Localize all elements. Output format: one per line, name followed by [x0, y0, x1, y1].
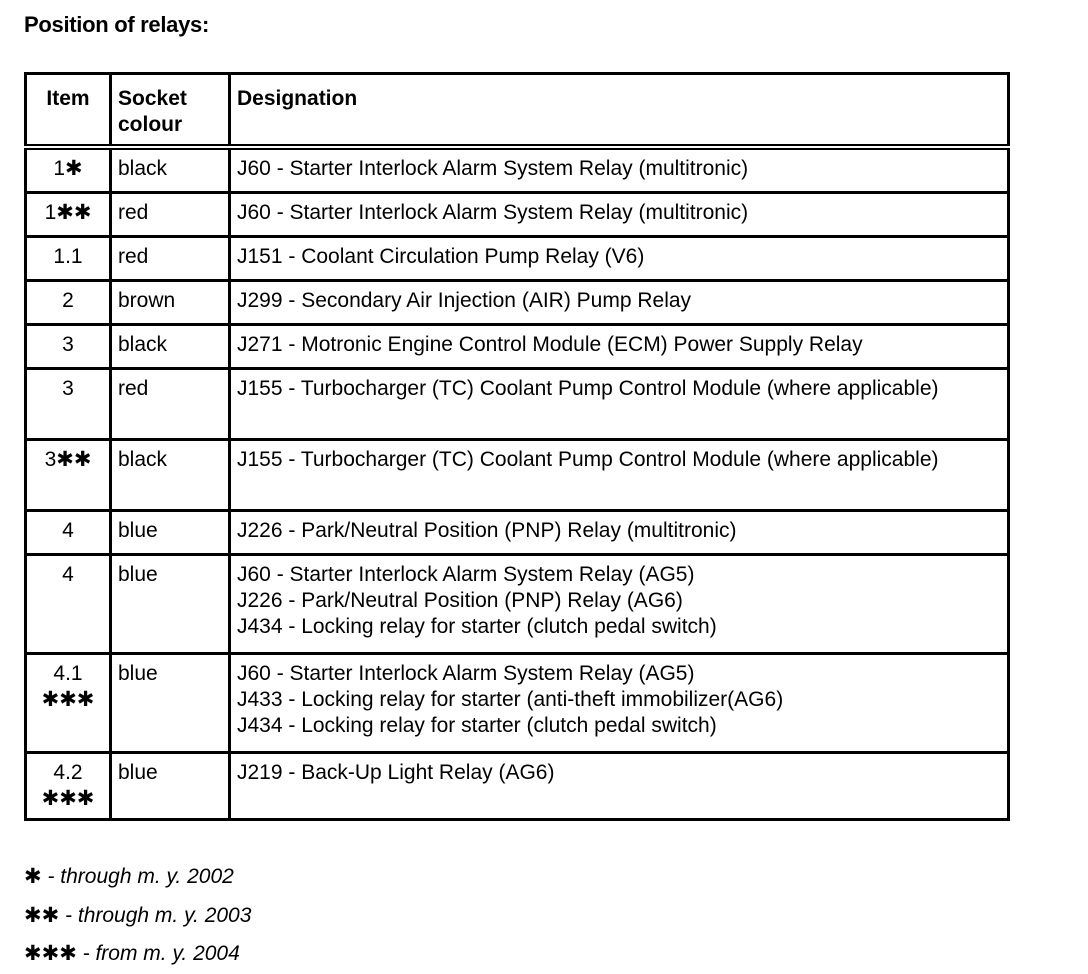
table-row	[26, 281, 1009, 325]
designation-line: J60 - Starter Interlock Alarm System Relay (AG5)	[237, 662, 695, 685]
footnote-text: - from m. y. 2004	[76, 942, 240, 965]
designation-cell: J226 - Park/Neutral Position (PNP) Relay (multitronic)	[230, 511, 1009, 555]
footnote-symbol: ✱	[24, 865, 42, 888]
header-designation: Designation	[230, 74, 1009, 148]
table-row	[26, 237, 1009, 281]
footnote-text: - through m. y. 2002	[41, 865, 234, 888]
footnote	[24, 935, 251, 974]
socket-colour-cell: black	[111, 440, 230, 511]
item-cell: 4	[26, 511, 111, 555]
footnote-symbol: ✱✱✱	[24, 942, 77, 965]
item-cell: 1✱	[26, 147, 111, 193]
table-header-row	[26, 74, 1009, 148]
table-row	[26, 654, 1009, 753]
designation-line: J226 - Park/Neutral Position (PNP) Relay (AG6)	[237, 589, 683, 612]
table-row	[26, 369, 1009, 440]
designation-cell: J60 - Starter Interlock Alarm System Relay (multitronic)	[230, 147, 1009, 193]
item-cell: 3	[26, 325, 111, 369]
designation-cell: J219 - Back-Up Light Relay (AG6)	[230, 753, 1009, 820]
designation-line: J433 - Locking relay for starter (anti-theft immobilizer(AG6)	[237, 688, 784, 711]
socket-colour-cell: black	[111, 147, 230, 193]
socket-colour-cell: red	[111, 193, 230, 237]
designation-cell: J299 - Secondary Air Injection (AIR) Pump Relay	[230, 281, 1009, 325]
table-row	[26, 511, 1009, 555]
table-row	[26, 147, 1009, 193]
socket-colour-cell: red	[111, 237, 230, 281]
item-cell: 2	[26, 281, 111, 325]
socket-colour-cell: blue	[111, 654, 230, 753]
designation-cell: J151 - Coolant Circulation Pump Relay (V6)	[230, 237, 1009, 281]
item-cell: 4.1 ✱✱✱	[26, 654, 111, 753]
socket-colour-cell: blue	[111, 753, 230, 820]
designation-cell	[230, 555, 1009, 654]
designation-line: J434 - Locking relay for starter (clutch pedal switch)	[237, 615, 717, 638]
table-row	[26, 193, 1009, 237]
relay-position-table	[24, 72, 1010, 821]
item-cell: 4	[26, 555, 111, 654]
designation-cell	[230, 654, 1009, 753]
table-row	[26, 325, 1009, 369]
footnotes	[24, 858, 251, 974]
footnote-symbol: ✱✱	[24, 903, 60, 927]
header-item: Item	[26, 74, 111, 148]
item-cell: 3✱✱	[26, 440, 111, 511]
socket-colour-cell: blue	[111, 555, 230, 654]
footnote	[24, 858, 251, 897]
header-socket-colour: Socket colour	[111, 74, 230, 148]
designation-cell: J60 - Starter Interlock Alarm System Relay (multitronic)	[230, 193, 1009, 237]
item-cell: 4.2 ✱✱✱	[26, 753, 111, 820]
designation-cell: J155 - Turbocharger (TC) Coolant Pump Control Module (where applicable)	[230, 440, 1009, 511]
table-row	[26, 753, 1009, 820]
item-cell: 3	[26, 369, 111, 440]
footnote-text: - through m. y. 2003	[59, 903, 252, 927]
designation-line: J60 - Starter Interlock Alarm System Relay (AG5)	[237, 563, 695, 586]
socket-colour-cell: red	[111, 369, 230, 440]
socket-colour-cell: blue	[111, 511, 230, 555]
page-title: Position of relays:	[24, 12, 210, 37]
designation-cell: J155 - Turbocharger (TC) Coolant Pump Control Module (where applicable)	[230, 369, 1009, 440]
table-row	[26, 555, 1009, 654]
footnote	[24, 897, 251, 936]
table-row	[26, 440, 1009, 511]
designation-cell: J271 - Motronic Engine Control Module (ECM) Power Supply Relay	[230, 325, 1009, 369]
item-cell: 1.1	[26, 237, 111, 281]
socket-colour-cell: brown	[111, 281, 230, 325]
item-cell: 1✱✱	[26, 193, 111, 237]
socket-colour-cell: black	[111, 325, 230, 369]
designation-line: J434 - Locking relay for starter (clutch pedal switch)	[237, 714, 717, 737]
